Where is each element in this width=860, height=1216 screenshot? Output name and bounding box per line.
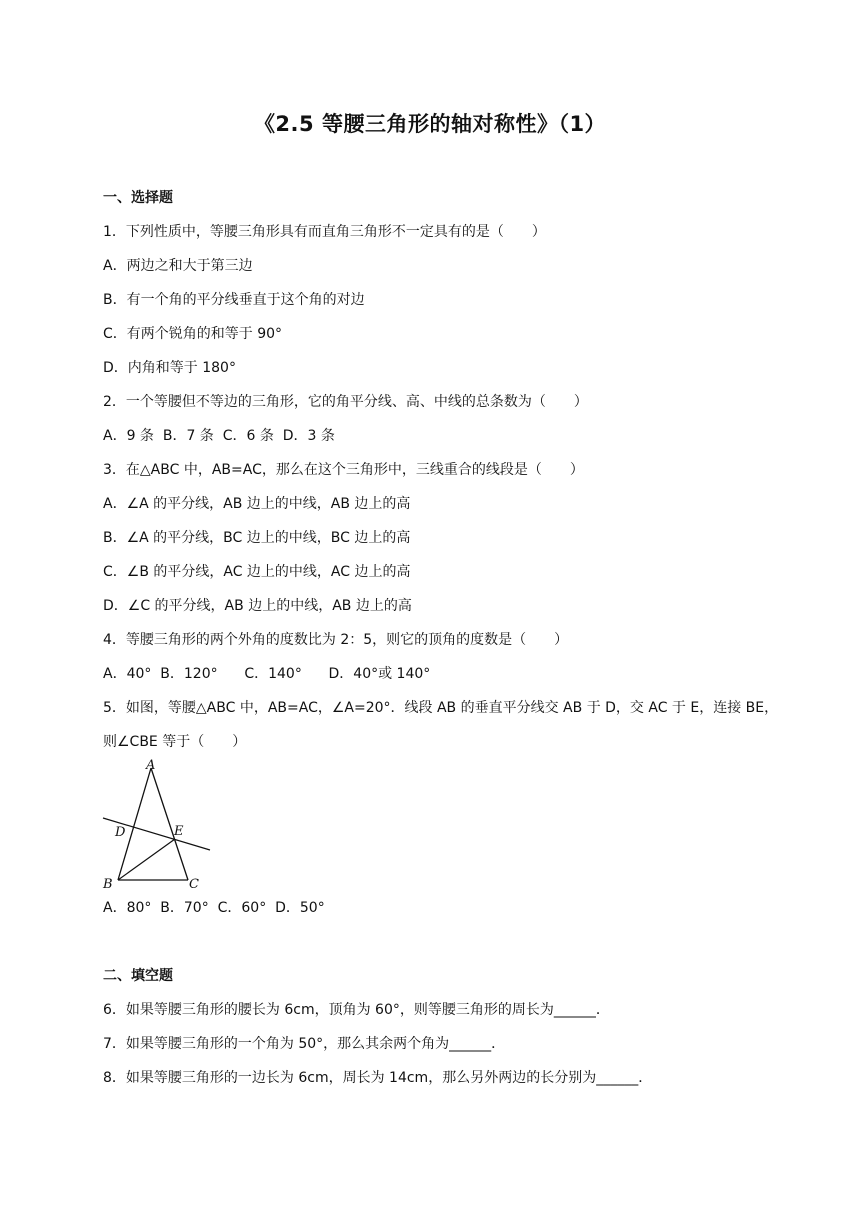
triangle-figure	[98, 754, 218, 894]
label-c: C	[189, 877, 199, 892]
question-5-options: A．80° B．70° C．60° D．50°	[103, 900, 325, 916]
question-3-option-a: A．∠A 的平分线，AB 边上的中线，AB 边上的高	[103, 496, 411, 512]
label-b: B	[103, 877, 113, 892]
label-d: D	[115, 825, 126, 840]
question-1-option-d: D．内角和等于 180°	[103, 360, 236, 376]
question-3-option-b: B．∠A 的平分线，BC 边上的中线，BC 边上的高	[103, 530, 411, 546]
label-e: E	[174, 824, 184, 839]
question-7: 7．如果等腰三角形的一个角为 50°，那么其余两个角为______．	[103, 1036, 506, 1052]
label-a: A	[146, 758, 156, 773]
question-6: 6．如果等腰三角形的腰长为 6cm，顶角为 60°，则等腰三角形的周长为______．	[103, 1002, 610, 1018]
segment-be	[118, 839, 175, 880]
question-1-option-a: A．两边之和大于第三边	[103, 258, 253, 274]
document-title: 《2.5 等腰三角形的轴对称性》（1）	[253, 112, 607, 136]
triangle-diagram	[98, 754, 218, 894]
question-4-stem: 4．等腰三角形的两个外角的度数比为 2：5，则它的顶角的度数是（ ）	[103, 632, 569, 648]
section-heading-choice: 一、选择题	[103, 190, 173, 206]
question-5-stem-line-2: 则∠CBE 等于（ ）	[103, 734, 247, 750]
question-5-stem-line-1: 5．如图，等腰△ABC 中，AB=AC，∠A=20°．线段 AB 的垂直平分线交 AB 于 D，交 AC 于 E，连接 BE，	[103, 700, 779, 716]
question-3-option-c: C．∠B 的平分线，AC 边上的中线，AC 边上的高	[103, 564, 411, 580]
question-1-option-b: B．有一个角的平分线垂直于这个角的对边	[103, 292, 365, 308]
question-2-options: A．9 条 B．7 条 C．6 条 D．3 条	[103, 428, 335, 444]
question-2-stem: 2．一个等腰但不等边的三角形，它的角平分线、高、中线的总条数为（ ）	[103, 394, 588, 410]
question-8: 8．如果等腰三角形的一边长为 6cm，周长为 14cm，那么另外两边的长分别为______．	[103, 1070, 653, 1086]
question-3-stem: 3．在△ABC 中，AB=AC，那么在这个三角形中，三线重合的线段是（ ）	[103, 462, 584, 478]
question-4-options: A．40° B．120° C．140° D．40°或 140°	[103, 666, 431, 682]
question-1-stem: 1．下列性质中，等腰三角形具有而直角三角形不一定具有的是（ ）	[103, 224, 546, 240]
question-1-option-c: C．有两个锐角的和等于 90°	[103, 326, 283, 342]
section-heading-fill: 二、填空题	[103, 968, 173, 984]
question-3-option-d: D．∠C 的平分线，AB 边上的中线，AB 边上的高	[103, 598, 412, 614]
